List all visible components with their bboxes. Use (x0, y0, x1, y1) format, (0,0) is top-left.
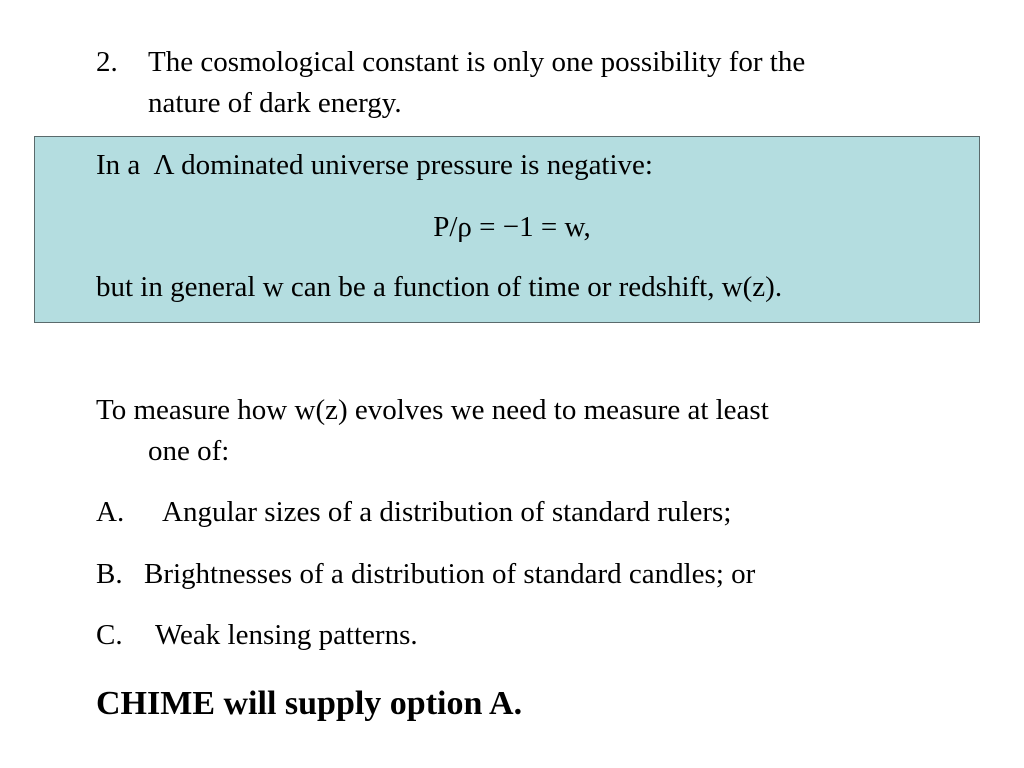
measure-line1: To measure how w(z) evolves we need to measure at least (96, 394, 769, 426)
point2-line2: nature of dark energy. (148, 87, 402, 119)
option-a-marker: A. (96, 496, 125, 528)
option-b-text: Brightnesses of a distribution of standard candles; or (144, 558, 756, 590)
lambda-symbol: Λ (153, 149, 174, 181)
conclusion: CHIME will supply option A. (96, 685, 523, 722)
box-line1-prefix: In a (96, 149, 141, 181)
option-c-marker: C. (96, 619, 123, 651)
box-line1 (96, 148, 653, 182)
box-line1-suffix: dominated universe pressure is negative: (181, 149, 653, 181)
pressure-equation: P/ρ = −1 = w, (433, 211, 591, 243)
list-number-2: 2. (96, 46, 118, 78)
option-c-text: Weak lensing patterns. (155, 619, 418, 651)
option-b-marker: B. (96, 558, 123, 590)
option-a-text: Angular sizes of a distribution of standard rulers; (162, 496, 732, 528)
measure-line2: one of: (148, 435, 230, 467)
box-line3: but in general w can be a function of time or redshift, w(z). (96, 271, 783, 303)
point2-line1: The cosmological constant is only one possibility for the (148, 46, 806, 78)
